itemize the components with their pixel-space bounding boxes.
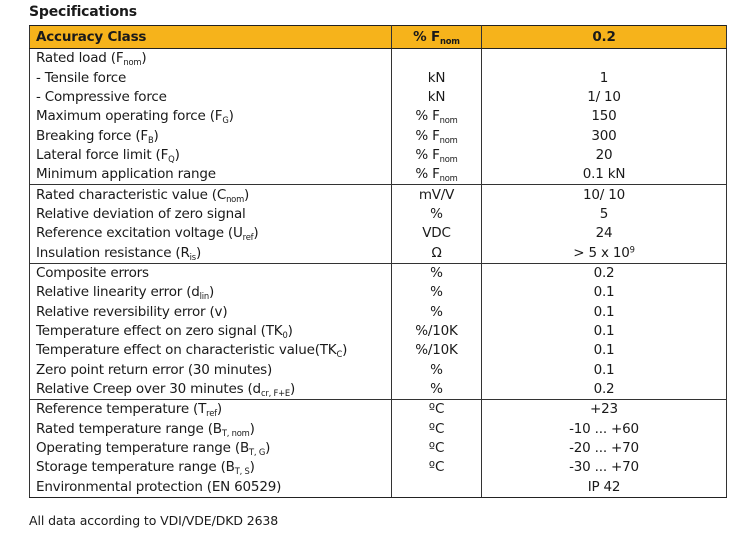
spec-unit-text: Ω [431, 244, 442, 261]
spec-label-tail: ) [249, 459, 255, 476]
spec-value-text: 0.2 [593, 264, 615, 281]
spec-label-text: Zero point return error (30 minutes) [36, 361, 273, 378]
spec-label-text: - Tensile force [36, 69, 127, 86]
spec-value-text: IP 42 [587, 478, 621, 495]
spec-unit-sub: nom [439, 134, 458, 145]
spec-value-text: -30 ... +70 [569, 459, 639, 476]
spec-value-text: 5 [599, 205, 609, 222]
spec-value-text: 20 [595, 146, 613, 163]
spec-unit [392, 146, 482, 165]
specifications-table [29, 25, 727, 498]
spec-unit [392, 458, 482, 477]
spec-row [30, 224, 727, 243]
spec-unit [392, 341, 482, 360]
spec-label [30, 107, 392, 126]
spec-label-sub: G [222, 115, 229, 126]
spec-label-sub: nom [123, 57, 142, 68]
spec-unit-text: % F [415, 166, 440, 183]
spec-unit-text: ºC [428, 401, 445, 418]
spec-label [30, 322, 392, 341]
spec-value-text: 24 [595, 225, 613, 242]
spec-label-text: - Compressive force [36, 88, 167, 105]
spec-label-text: Reference temperature (T [36, 401, 207, 418]
spec-label [30, 420, 392, 439]
spec-unit-text: %/10K [415, 342, 458, 359]
spec-label-text: Operating temperature range (B [36, 440, 250, 457]
spec-label-text: Rated load (F [36, 50, 124, 67]
spec-value [482, 420, 727, 439]
spec-row [30, 341, 727, 360]
spec-unit [392, 185, 482, 205]
spec-label-sub: T, nom [221, 427, 250, 438]
spec-value [482, 400, 727, 420]
spec-unit [392, 322, 482, 341]
spec-value-text: 0.1 kN [582, 166, 626, 183]
spec-value-sup: 9 [629, 244, 635, 255]
spec-label-text: Reference excitation voltage (U [36, 225, 243, 242]
spec-unit [392, 263, 482, 283]
spec-value [482, 361, 727, 380]
spec-unit-text: % [430, 303, 443, 320]
spec-unit [392, 165, 482, 185]
spec-label [30, 458, 392, 477]
footnote: All data according to VDI/VDE/DKD 2638 [29, 513, 279, 528]
spec-unit-text: kN [427, 69, 446, 86]
spec-unit [392, 224, 482, 243]
spec-value-text: 300 [591, 127, 617, 144]
spec-label-sub: cr, F+E [260, 387, 290, 398]
spec-unit-text: % [430, 205, 443, 222]
spec-row [30, 49, 727, 69]
spec-label-sub: nom [226, 193, 245, 204]
spec-row [30, 439, 727, 458]
spec-label-tail: ) [265, 440, 271, 457]
spec-label [30, 165, 392, 185]
spec-label-tail: ) [153, 127, 159, 144]
spec-unit [392, 243, 482, 263]
spec-unit [392, 283, 482, 302]
spec-row [30, 107, 727, 126]
spec-value-text: 0.1 [593, 284, 615, 301]
spec-value-text: 0.2 [593, 381, 615, 398]
spec-value-text: 150 [591, 108, 617, 125]
spec-label-sub: ref [206, 408, 217, 419]
spec-unit-text: % [430, 284, 443, 301]
spec-value-text: 0.1 [593, 342, 615, 359]
spec-unit [392, 49, 482, 69]
spec-value [482, 380, 727, 400]
spec-unit [392, 400, 482, 420]
spec-row [30, 322, 727, 341]
spec-unit-sub: nom [439, 173, 458, 184]
spec-value [482, 49, 727, 69]
spec-label-text: Minimum application range [36, 166, 216, 183]
spec-label-tail: ) [289, 381, 296, 398]
spec-unit-text: ºC [428, 459, 445, 476]
spec-unit-text: % F [415, 146, 440, 163]
spec-label-tail: ) [216, 401, 222, 418]
spec-unit [392, 302, 482, 321]
spec-label-sub: T, S [234, 466, 250, 477]
spec-value [482, 341, 727, 360]
spec-label [30, 224, 392, 243]
spec-label-text: Relative Creep over 30 minutes (d [36, 381, 261, 398]
spec-row [30, 185, 727, 205]
spec-label [30, 341, 392, 360]
spec-unit [392, 88, 482, 107]
spec-label-sub: ref [242, 232, 254, 243]
spec-label-sub: T, G [249, 446, 266, 457]
spec-label-text: Breaking force (F [36, 127, 148, 144]
spec-label [30, 283, 392, 302]
spec-row [30, 380, 727, 400]
spec-label-sub: lin [199, 291, 209, 302]
spec-value [482, 126, 727, 145]
spec-value-text: 10/ 10 [583, 186, 625, 203]
spec-label-tail: ) [342, 342, 348, 359]
spec-row [30, 263, 727, 283]
spec-unit-sub: nom [439, 153, 458, 164]
spec-unit [392, 68, 482, 87]
spec-label-sub: is [189, 251, 196, 262]
spec-value-text: -20 ... +70 [569, 440, 639, 457]
spec-label-text: Rated temperature range (B [36, 420, 222, 437]
spec-unit [392, 439, 482, 458]
spec-value-text: > 5 x 10 [573, 244, 630, 261]
spec-unit [392, 126, 482, 145]
spec-label-text: Temperature effect on characteristic value(TK [36, 342, 337, 359]
spec-label-tail: ) [195, 244, 202, 261]
spec-row [30, 302, 727, 321]
spec-label-text: Relative linearity error (d [36, 284, 200, 301]
spec-unit-text: mV/V [418, 186, 455, 203]
spec-value [482, 302, 727, 321]
spec-value [482, 185, 727, 205]
spec-row [30, 478, 727, 498]
spec-value [482, 146, 727, 165]
header-unit-text: % F [413, 28, 441, 45]
spec-unit [392, 478, 482, 498]
spec-value-text: -10 ... +60 [569, 420, 639, 437]
spec-value [482, 224, 727, 243]
spec-row [30, 361, 727, 380]
spec-row [30, 146, 727, 165]
spec-label-tail: ) [244, 186, 250, 203]
spec-value [482, 439, 727, 458]
spec-label-text: Composite errors [36, 264, 149, 281]
spec-label-sub: B [148, 134, 154, 145]
spec-label-tail: ) [141, 50, 147, 67]
spec-label [30, 361, 392, 380]
spec-row [30, 205, 727, 224]
spec-value [482, 165, 727, 185]
spec-label-tail: ) [249, 420, 255, 437]
spec-label [30, 68, 392, 87]
spec-label-text: Lateral force limit (F [36, 146, 169, 163]
spec-label-sub: C [336, 349, 343, 360]
spec-unit-text: % F [415, 127, 440, 144]
spec-label-text: Relative reversibility error (v) [36, 303, 228, 320]
spec-label-text: Rated characteristic value (C [36, 186, 227, 203]
specifications-table-body [30, 26, 727, 498]
spec-value-text: 1 [599, 69, 609, 86]
spec-label [30, 263, 392, 283]
spec-value [482, 205, 727, 224]
spec-label-text: Insulation resistance (R [36, 244, 190, 261]
spec-unit [392, 107, 482, 126]
spec-label [30, 146, 392, 165]
spec-value-text: 0.1 [593, 322, 615, 339]
spec-label [30, 439, 392, 458]
spec-value-text: +23 [590, 401, 618, 418]
spec-unit-text: % [430, 264, 443, 281]
spec-unit-text: % [430, 381, 443, 398]
section-title: Specifications [29, 4, 137, 20]
spec-label [30, 243, 392, 263]
spec-label-text: Environmental protection (EN 60529) [36, 478, 282, 495]
spec-row [30, 400, 727, 420]
spec-label-tail: ) [228, 108, 234, 125]
spec-label [30, 88, 392, 107]
spec-unit-text: VDC [422, 225, 451, 242]
spec-value-text: 1/ 10 [587, 88, 621, 105]
spec-unit-text: % [430, 361, 443, 378]
spec-label-text: Temperature effect on zero signal (TK [36, 322, 283, 339]
spec-row [30, 126, 727, 145]
spec-row [30, 458, 727, 477]
header-value: 0.2 [482, 26, 727, 49]
spec-row [30, 420, 727, 439]
spec-unit [392, 420, 482, 439]
header-unit [392, 26, 482, 49]
spec-label [30, 400, 392, 420]
spec-row [30, 243, 727, 263]
spec-unit-text: %/10K [415, 322, 458, 339]
spec-value [482, 283, 727, 302]
spec-unit-sub: nom [439, 115, 458, 126]
spec-label [30, 478, 392, 498]
spec-label-text: Storage temperature range (B [36, 459, 235, 476]
spec-label [30, 126, 392, 145]
spec-row [30, 88, 727, 107]
spec-label-text: Relative deviation of zero signal [36, 205, 246, 222]
spec-value-text: 0.1 [593, 303, 615, 320]
header-row [30, 26, 727, 49]
header-unit-sub: nom [440, 35, 460, 46]
spec-label [30, 185, 392, 205]
spec-label-sub: Q [168, 153, 175, 164]
spec-label [30, 49, 392, 69]
spec-label-tail: ) [174, 146, 180, 163]
spec-value [482, 458, 727, 477]
spec-label-sub: 0 [282, 329, 288, 340]
spec-value [482, 243, 727, 263]
spec-value-text: 0.1 [593, 361, 615, 378]
spec-row [30, 68, 727, 87]
header-label: Accuracy Class [30, 26, 392, 49]
spec-unit [392, 380, 482, 400]
spec-unit-text: kN [427, 88, 446, 105]
spec-label-text: Maximum operating force (F [36, 108, 223, 125]
spec-value [482, 107, 727, 126]
spec-label [30, 302, 392, 321]
spec-value [482, 478, 727, 498]
spec-value [482, 322, 727, 341]
spec-row [30, 283, 727, 302]
spec-label-tail: ) [287, 322, 293, 339]
spec-unit-text: ºC [428, 440, 445, 457]
spec-unit [392, 361, 482, 380]
spec-unit [392, 205, 482, 224]
spec-value [482, 88, 727, 107]
spec-row [30, 165, 727, 185]
spec-value [482, 68, 727, 87]
spec-label [30, 380, 392, 400]
spec-unit-text: ºC [428, 420, 445, 437]
spec-label-tail: ) [253, 225, 259, 242]
spec-value [482, 263, 727, 283]
spec-label [30, 205, 392, 224]
spec-label-tail: ) [209, 284, 215, 301]
spec-unit-text: % F [415, 108, 440, 125]
